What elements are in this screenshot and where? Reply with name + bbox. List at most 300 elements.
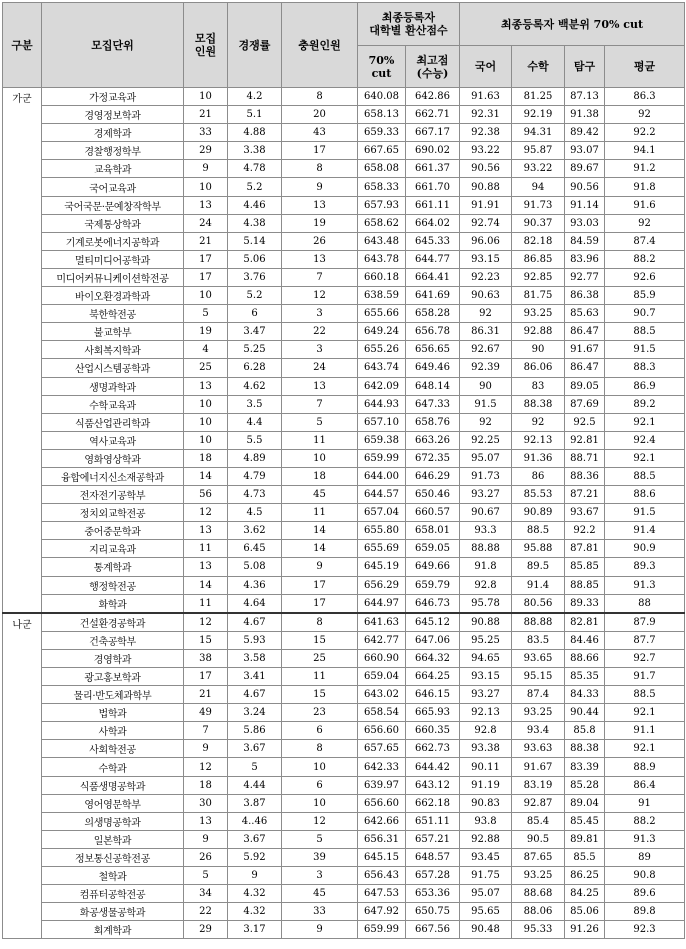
additional-cell: 3	[282, 867, 358, 885]
cut70-cell: 643.78	[358, 250, 406, 268]
table-row	[3, 214, 685, 232]
table-row	[3, 504, 685, 522]
cut70-cell: 647.92	[358, 903, 406, 921]
table-row	[3, 341, 685, 359]
table-row	[3, 740, 685, 758]
cut70-cell: 657.93	[358, 196, 406, 214]
korean-cell: 92.8	[460, 576, 512, 594]
math-cell: 80.56	[512, 594, 565, 613]
table-row	[3, 232, 685, 250]
unit-name-cell: 일본학과	[42, 830, 184, 848]
additional-cell: 10	[282, 449, 358, 467]
inquiry-cell: 93.07	[565, 142, 605, 160]
competition-cell: 3.41	[228, 668, 282, 686]
unit-name-cell: 영어영문학부	[42, 794, 184, 812]
korean-cell: 90.88	[460, 613, 512, 632]
admission-results-table	[2, 2, 685, 939]
header-final-score: 최종등록자 대학별 환산점수	[358, 3, 460, 46]
unit-name-cell: 물리·반도체과학부	[42, 686, 184, 704]
table-row	[3, 649, 685, 667]
korean-cell: 90.11	[460, 758, 512, 776]
math-cell: 91.4	[512, 576, 565, 594]
inquiry-cell: 91.26	[565, 921, 605, 939]
table-row	[3, 776, 685, 794]
additional-cell: 8	[282, 160, 358, 178]
max-score-cell: 642.86	[406, 88, 460, 106]
group-label: 가군	[3, 88, 42, 613]
quota-cell: 11	[184, 540, 228, 558]
inquiry-cell: 85.28	[565, 776, 605, 794]
cut70-cell: 658.54	[358, 704, 406, 722]
inquiry-cell: 90.56	[565, 178, 605, 196]
max-score-cell: 646.73	[406, 594, 460, 613]
max-score-cell: 657.28	[406, 867, 460, 885]
korean-cell: 93.27	[460, 486, 512, 504]
max-score-cell: 649.66	[406, 558, 460, 576]
competition-cell: 4.46	[228, 196, 282, 214]
quota-cell: 5	[184, 867, 228, 885]
table-row	[3, 413, 685, 431]
cut70-cell: 659.99	[358, 449, 406, 467]
cut70-cell: 667.65	[358, 142, 406, 160]
header-math: 수학	[512, 46, 565, 88]
unit-name-cell: 지리교육과	[42, 540, 184, 558]
max-score-cell: 644.77	[406, 250, 460, 268]
table-row	[3, 558, 685, 576]
korean-cell: 90.56	[460, 160, 512, 178]
math-cell: 83	[512, 377, 565, 395]
inquiry-cell: 92.5	[565, 413, 605, 431]
cut70-cell: 656.60	[358, 722, 406, 740]
cut70-cell: 659.38	[358, 431, 406, 449]
quota-cell: 24	[184, 214, 228, 232]
inquiry-cell: 84.25	[565, 885, 605, 903]
competition-cell: 5	[228, 758, 282, 776]
korean-cell: 91.19	[460, 776, 512, 794]
quota-cell: 10	[184, 178, 228, 196]
additional-cell: 9	[282, 178, 358, 196]
math-cell: 92.19	[512, 106, 565, 124]
korean-cell: 95.07	[460, 449, 512, 467]
table-row	[3, 668, 685, 686]
table-row	[3, 305, 685, 323]
average-cell: 88.5	[605, 686, 685, 704]
quota-cell: 10	[184, 88, 228, 106]
max-score-cell: 648.14	[406, 377, 460, 395]
competition-cell: 5.92	[228, 848, 282, 866]
competition-cell: 4.4	[228, 413, 282, 431]
max-score-cell: 664.41	[406, 268, 460, 286]
inquiry-cell: 84.59	[565, 232, 605, 250]
competition-cell: 4..46	[228, 812, 282, 830]
quota-cell: 9	[184, 740, 228, 758]
competition-cell: 5.06	[228, 250, 282, 268]
table-row	[3, 848, 685, 866]
max-score-cell: 659.79	[406, 576, 460, 594]
average-cell: 86.4	[605, 776, 685, 794]
unit-name-cell: 철학과	[42, 867, 184, 885]
average-cell: 87.4	[605, 232, 685, 250]
korean-cell: 91.63	[460, 88, 512, 106]
korean-cell: 90	[460, 377, 512, 395]
additional-cell: 7	[282, 395, 358, 413]
average-cell: 92	[605, 106, 685, 124]
additional-cell: 11	[282, 668, 358, 686]
math-cell: 91.73	[512, 196, 565, 214]
header-additional: 충원인원	[282, 3, 358, 88]
max-score-cell: 647.33	[406, 395, 460, 413]
unit-name-cell: 바이오환경과학과	[42, 287, 184, 305]
average-cell: 88.9	[605, 758, 685, 776]
unit-name-cell: 수학교육과	[42, 395, 184, 413]
group-label: 나군	[3, 613, 42, 939]
cut70-cell: 643.48	[358, 232, 406, 250]
max-score-cell: 661.70	[406, 178, 460, 196]
quota-cell: 13	[184, 196, 228, 214]
max-score-cell: 662.73	[406, 740, 460, 758]
math-cell: 92.88	[512, 323, 565, 341]
inquiry-cell: 84.46	[565, 631, 605, 649]
average-cell: 92.3	[605, 921, 685, 939]
table-row	[3, 631, 685, 649]
inquiry-cell: 93.67	[565, 504, 605, 522]
korean-cell: 90.88	[460, 178, 512, 196]
additional-cell: 17	[282, 576, 358, 594]
quota-cell: 5	[184, 305, 228, 323]
math-cell: 88.88	[512, 613, 565, 632]
cut70-cell: 645.19	[358, 558, 406, 576]
average-cell: 89.3	[605, 558, 685, 576]
max-score-cell: 661.37	[406, 160, 460, 178]
quota-cell: 12	[184, 758, 228, 776]
math-cell: 83.19	[512, 776, 565, 794]
inquiry-cell: 87.81	[565, 540, 605, 558]
competition-cell: 3.67	[228, 830, 282, 848]
korean-cell: 91.75	[460, 867, 512, 885]
math-cell: 88.38	[512, 395, 565, 413]
inquiry-cell: 88.38	[565, 740, 605, 758]
quota-cell: 30	[184, 794, 228, 812]
inquiry-cell: 87.13	[565, 88, 605, 106]
math-cell: 89.5	[512, 558, 565, 576]
competition-cell: 4.62	[228, 377, 282, 395]
math-cell: 95.33	[512, 921, 565, 939]
max-score-cell: 647.06	[406, 631, 460, 649]
cut70-cell: 643.74	[358, 359, 406, 377]
unit-name-cell: 통계학과	[42, 558, 184, 576]
header-cut70: 70% cut	[358, 46, 406, 88]
average-cell: 88.2	[605, 250, 685, 268]
cut70-cell: 660.90	[358, 649, 406, 667]
korean-cell: 92.88	[460, 830, 512, 848]
table-row	[3, 467, 685, 485]
average-cell: 91.2	[605, 160, 685, 178]
unit-name-cell: 전자전기공학부	[42, 486, 184, 504]
cut70-cell: 649.24	[358, 323, 406, 341]
unit-name-cell: 의생명공학과	[42, 812, 184, 830]
average-cell: 91	[605, 794, 685, 812]
cut70-cell: 657.10	[358, 413, 406, 431]
additional-cell: 10	[282, 758, 358, 776]
inquiry-cell: 89.81	[565, 830, 605, 848]
additional-cell: 3	[282, 305, 358, 323]
math-cell: 88.68	[512, 885, 565, 903]
max-score-cell: 690.02	[406, 142, 460, 160]
max-score-cell: 643.12	[406, 776, 460, 794]
header-inquiry: 탐구	[565, 46, 605, 88]
additional-cell: 11	[282, 431, 358, 449]
table-row	[3, 522, 685, 540]
inquiry-cell: 85.5	[565, 848, 605, 866]
inquiry-cell: 86.38	[565, 287, 605, 305]
unit-name-cell: 불교학부	[42, 323, 184, 341]
additional-cell: 17	[282, 594, 358, 613]
table-row	[3, 196, 685, 214]
additional-cell: 11	[282, 504, 358, 522]
quota-cell: 21	[184, 232, 228, 250]
korean-cell: 92.8	[460, 722, 512, 740]
average-cell: 88.5	[605, 467, 685, 485]
max-score-cell: 648.57	[406, 848, 460, 866]
table-row	[3, 758, 685, 776]
header-competition: 경쟁률	[228, 3, 282, 88]
math-cell: 92	[512, 413, 565, 431]
korean-cell: 94.65	[460, 649, 512, 667]
max-score-cell: 656.65	[406, 341, 460, 359]
header-group: 구분	[3, 3, 42, 88]
cut70-cell: 656.43	[358, 867, 406, 885]
cut70-cell: 655.26	[358, 341, 406, 359]
cut70-cell: 658.33	[358, 178, 406, 196]
additional-cell: 19	[282, 214, 358, 232]
max-score-cell: 664.32	[406, 649, 460, 667]
max-score-cell: 644.42	[406, 758, 460, 776]
table-row	[3, 921, 685, 939]
quota-cell: 12	[184, 504, 228, 522]
max-score-cell: 665.93	[406, 704, 460, 722]
competition-cell: 3.24	[228, 704, 282, 722]
unit-name-cell: 기계로봇에너지공학과	[42, 232, 184, 250]
cut70-cell: 641.63	[358, 613, 406, 632]
quota-cell: 15	[184, 631, 228, 649]
average-cell: 90.7	[605, 305, 685, 323]
table-row	[3, 885, 685, 903]
korean-cell: 86.31	[460, 323, 512, 341]
cut70-cell: 657.04	[358, 504, 406, 522]
competition-cell: 4.67	[228, 613, 282, 632]
max-score-cell: 653.36	[406, 885, 460, 903]
competition-cell: 4.73	[228, 486, 282, 504]
additional-cell: 24	[282, 359, 358, 377]
inquiry-cell: 87.69	[565, 395, 605, 413]
quota-cell: 21	[184, 686, 228, 704]
average-cell: 90.9	[605, 540, 685, 558]
math-cell: 90.37	[512, 214, 565, 232]
average-cell: 87.9	[605, 613, 685, 632]
table-row	[3, 359, 685, 377]
max-score-cell: 645.12	[406, 613, 460, 632]
max-score-cell: 650.46	[406, 486, 460, 504]
korean-cell: 91.5	[460, 395, 512, 413]
header-average: 평균	[605, 46, 685, 88]
cut70-cell: 658.13	[358, 106, 406, 124]
competition-cell: 4.78	[228, 160, 282, 178]
average-cell: 88.6	[605, 486, 685, 504]
inquiry-cell: 91.38	[565, 106, 605, 124]
max-score-cell: 663.26	[406, 431, 460, 449]
header-korean: 국어	[460, 46, 512, 88]
competition-cell: 4.88	[228, 124, 282, 142]
average-cell: 91.6	[605, 196, 685, 214]
table-row	[3, 794, 685, 812]
inquiry-cell: 85.06	[565, 903, 605, 921]
table-row	[3, 449, 685, 467]
additional-cell: 14	[282, 540, 358, 558]
korean-cell: 92.23	[460, 268, 512, 286]
competition-cell: 4.5	[228, 504, 282, 522]
quota-cell: 56	[184, 486, 228, 504]
quota-cell: 13	[184, 812, 228, 830]
unit-name-cell: 화학과	[42, 594, 184, 613]
unit-name-cell: 멀티미디어공학과	[42, 250, 184, 268]
cut70-cell: 642.77	[358, 631, 406, 649]
average-cell: 91.3	[605, 830, 685, 848]
quota-cell: 26	[184, 848, 228, 866]
math-cell: 86	[512, 467, 565, 485]
cut70-cell: 642.66	[358, 812, 406, 830]
quota-cell: 19	[184, 323, 228, 341]
max-score-cell: 645.33	[406, 232, 460, 250]
math-cell: 93.63	[512, 740, 565, 758]
header-unit: 모집단위	[42, 3, 184, 88]
math-cell: 85.53	[512, 486, 565, 504]
table-row	[3, 867, 685, 885]
cut70-cell: 640.08	[358, 88, 406, 106]
math-cell: 95.88	[512, 540, 565, 558]
average-cell: 92.6	[605, 268, 685, 286]
average-cell: 89.8	[605, 903, 685, 921]
unit-name-cell: 정치외교학전공	[42, 504, 184, 522]
cut70-cell: 638.59	[358, 287, 406, 305]
cut70-cell: 656.60	[358, 794, 406, 812]
competition-cell: 4.32	[228, 885, 282, 903]
korean-cell: 91.91	[460, 196, 512, 214]
additional-cell: 10	[282, 794, 358, 812]
table-row	[3, 540, 685, 558]
average-cell: 92.1	[605, 449, 685, 467]
inquiry-cell: 91.67	[565, 341, 605, 359]
competition-cell: 5.2	[228, 178, 282, 196]
competition-cell: 3.76	[228, 268, 282, 286]
unit-name-cell: 교육학과	[42, 160, 184, 178]
table-row	[3, 704, 685, 722]
average-cell: 88.5	[605, 323, 685, 341]
math-cell: 88.5	[512, 522, 565, 540]
average-cell: 92.2	[605, 124, 685, 142]
math-cell: 86.06	[512, 359, 565, 377]
average-cell: 86.3	[605, 88, 685, 106]
math-cell: 93.25	[512, 704, 565, 722]
korean-cell: 91.8	[460, 558, 512, 576]
additional-cell: 12	[282, 812, 358, 830]
korean-cell: 95.65	[460, 903, 512, 921]
table-row	[3, 812, 685, 830]
inquiry-cell: 85.45	[565, 812, 605, 830]
additional-cell: 23	[282, 704, 358, 722]
unit-name-cell: 국어국문·문예창작학부	[42, 196, 184, 214]
additional-cell: 5	[282, 830, 358, 848]
average-cell: 87.7	[605, 631, 685, 649]
cut70-cell: 657.65	[358, 740, 406, 758]
table-row	[3, 395, 685, 413]
korean-cell: 93.27	[460, 686, 512, 704]
competition-cell: 5.14	[228, 232, 282, 250]
korean-cell: 90.48	[460, 921, 512, 939]
table-row	[3, 830, 685, 848]
math-cell: 93.25	[512, 867, 565, 885]
additional-cell: 25	[282, 649, 358, 667]
unit-name-cell: 북한학전공	[42, 305, 184, 323]
inquiry-cell: 88.85	[565, 576, 605, 594]
quota-cell: 14	[184, 467, 228, 485]
table-row	[3, 142, 685, 160]
competition-cell: 3.5	[228, 395, 282, 413]
table-body	[3, 88, 685, 939]
header-quota: 모집 인원	[184, 3, 228, 88]
quota-cell: 13	[184, 522, 228, 540]
average-cell: 91.4	[605, 522, 685, 540]
quota-cell: 11	[184, 594, 228, 613]
quota-cell: 9	[184, 160, 228, 178]
unit-name-cell: 경찰행정학부	[42, 142, 184, 160]
math-cell: 87.4	[512, 686, 565, 704]
quota-cell: 18	[184, 776, 228, 794]
math-cell: 88.06	[512, 903, 565, 921]
max-score-cell: 662.71	[406, 106, 460, 124]
competition-cell: 3.87	[228, 794, 282, 812]
competition-cell: 6	[228, 305, 282, 323]
competition-cell: 4.38	[228, 214, 282, 232]
inquiry-cell: 86.47	[565, 359, 605, 377]
max-score-cell: 658.01	[406, 522, 460, 540]
inquiry-cell: 88.66	[565, 649, 605, 667]
unit-name-cell: 광고홍보학과	[42, 668, 184, 686]
inquiry-cell: 82.81	[565, 613, 605, 632]
average-cell: 91.8	[605, 178, 685, 196]
unit-name-cell: 수학과	[42, 758, 184, 776]
competition-cell: 6.45	[228, 540, 282, 558]
average-cell: 91.5	[605, 504, 685, 522]
additional-cell: 13	[282, 250, 358, 268]
max-score-cell: 672.35	[406, 449, 460, 467]
unit-name-cell: 국제통상학과	[42, 214, 184, 232]
cut70-cell: 644.93	[358, 395, 406, 413]
max-score-cell: 667.17	[406, 124, 460, 142]
korean-cell: 95.25	[460, 631, 512, 649]
unit-name-cell: 미디어커뮤니케이션학전공	[42, 268, 184, 286]
max-score-cell: 657.21	[406, 830, 460, 848]
unit-name-cell: 국어교육과	[42, 178, 184, 196]
math-cell: 83.5	[512, 631, 565, 649]
additional-cell: 33	[282, 903, 358, 921]
cut70-cell: 644.57	[358, 486, 406, 504]
competition-cell: 3.58	[228, 649, 282, 667]
unit-name-cell: 경영정보학과	[42, 106, 184, 124]
quota-cell: 29	[184, 921, 228, 939]
inquiry-cell: 87.21	[565, 486, 605, 504]
math-cell: 81.75	[512, 287, 565, 305]
math-cell: 92.87	[512, 794, 565, 812]
